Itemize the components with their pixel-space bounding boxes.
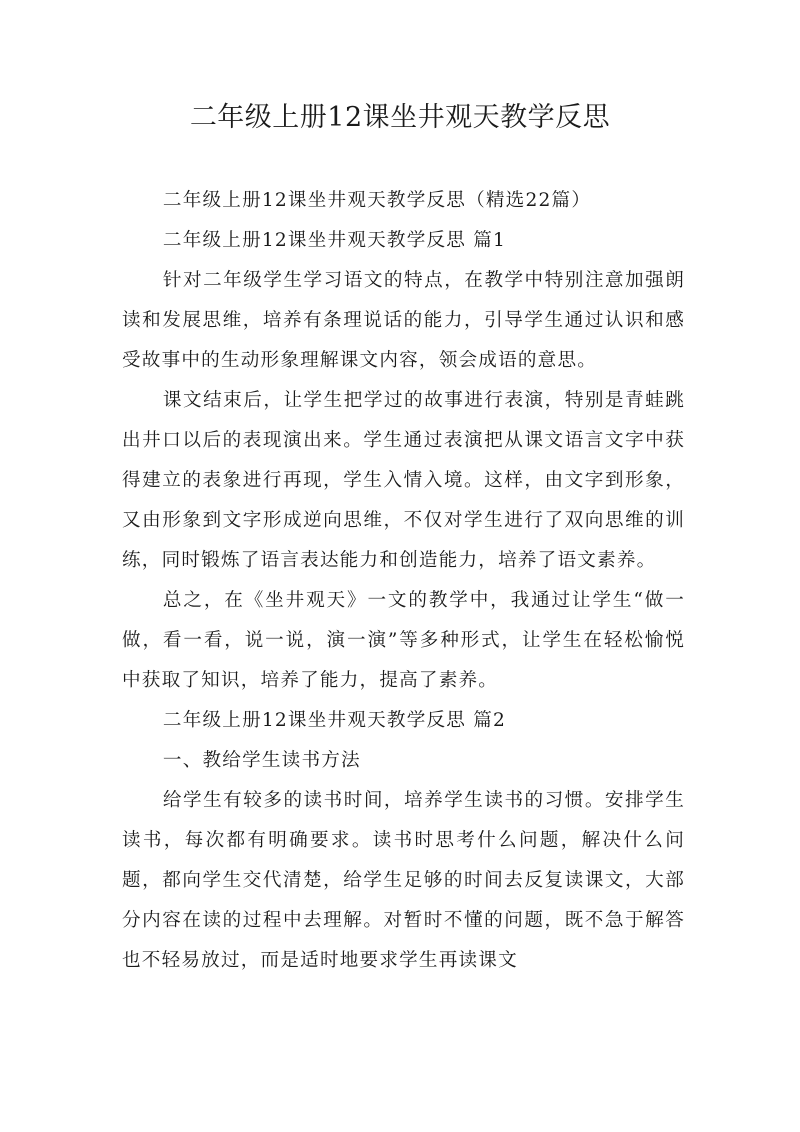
body-paragraph: 针对二年级学生学习语文的特点，在教学中特别注意加强朗读和发展思维，培养有条理说话的能力，引导学生通过认识和感受故事中的生动形象理解课文内容，领会成语的意思。 bbox=[122, 270, 685, 371]
body-paragraph: 课文结束后，让学生把学过的故事进行表演，特别是青蛙跳出井口以后的表现演出来。学生通过表演把从课文语言文字中获得建立的表象进行再现，学生入情入境。这样，由文字到形象，又由形象到文字形成逆向思维，不仅对学生进行了双向思维的训练，同时锻炼了语言表达能力和创造能力，培养了语文素养。 bbox=[122, 390, 685, 571]
section-heading-1: 二年级上册12课坐井观天教学反思 篇1 bbox=[162, 230, 507, 251]
document-body bbox=[122, 181, 685, 981]
sub-heading: 一、教给学生读书方法 bbox=[162, 750, 361, 771]
body-paragraph: 给学生有较多的读书时间，培养学生读书的习惯。安排学生读书，每次都有明确要求。读书时思考什么问题，解决什么问题，都向学生交代清楚，给学生足够的时间去反复读课文，大部分内容在读的过程中去理解。对暂时不懂的问题，既不急于解答也不轻易放过，而是适时地要求学生再读课文 bbox=[122, 790, 685, 971]
section-heading-2: 二年级上册12课坐井观天教学反思 篇2 bbox=[162, 710, 507, 731]
body-paragraph: 总之，在《坐井观天》一文的教学中，我通过让学生“做一做，看一看，说一说，演一演”等多种形式，让学生在轻松愉悦中获取了知识，培养了能力，提高了素养。 bbox=[122, 590, 685, 691]
document-title: 二年级上册12课坐井观天教学反思 bbox=[189, 102, 611, 133]
subtitle-paragraph: 二年级上册12课坐井观天教学反思（精选22篇） bbox=[162, 190, 592, 211]
